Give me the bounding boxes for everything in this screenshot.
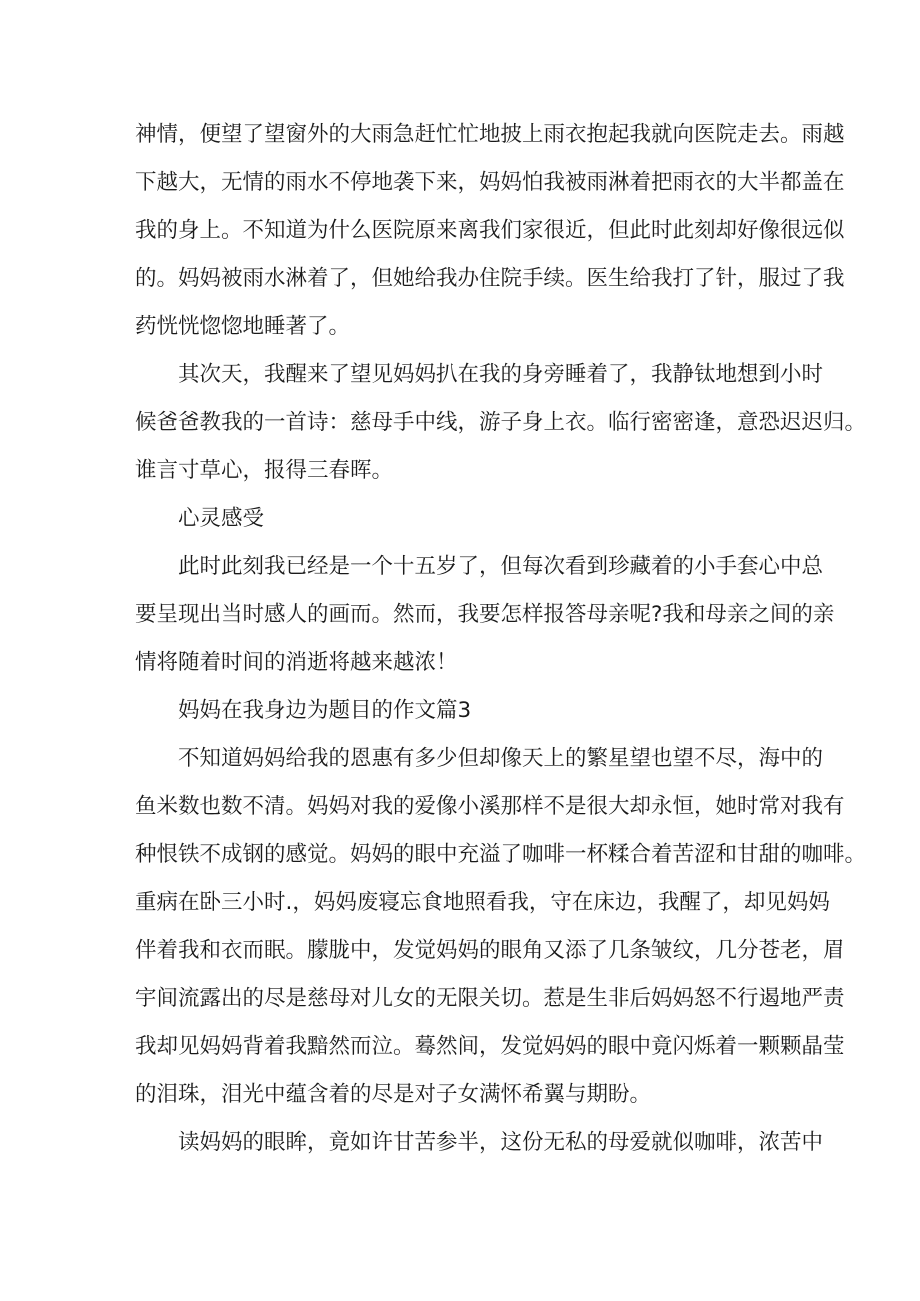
text-line: 种恨铁不成钢的感觉。妈妈的眼中充溢了咖啡一杯糅合着苦涩和甘甜的咖啡。 bbox=[135, 842, 867, 867]
text-line: 不知道妈妈给我的恩惠有多少但却像天上的繁星望也望不尽，海中的 bbox=[178, 746, 824, 771]
text-line: 的。妈妈被雨水淋着了，但她给我办住院手续。医生给我打了针，服过了我 bbox=[135, 266, 845, 291]
text-line: 药恍恍惚惚地睡著了。 bbox=[135, 314, 351, 339]
section-heading: 心灵感受 bbox=[178, 506, 265, 531]
text-line: 宇间流露出的尽是慈母对儿女的无限关切。惹是生非后妈妈怒不行遏地严责 bbox=[135, 986, 845, 1011]
text-line: 此时此刻我已经是一个十五岁了，但每次看到珍藏着的小手套心中总 bbox=[178, 554, 824, 579]
text-line: 我却见妈妈背着我黯然而泣。蓦然间，发觉妈妈的眼中竟闪烁着一颗颗晶莹 bbox=[135, 1034, 845, 1059]
text-line: 情将随着时间的消逝将越来越浓！ bbox=[135, 650, 458, 675]
text-line: 下越大，无情的雨水不停地袭下来，妈妈怕我被雨淋着把雨衣的大半都盖在 bbox=[135, 170, 845, 195]
text-line: 重病在卧三小时.，妈妈废寝忘食地照看我，守在床边，我醒了，却见妈妈 bbox=[135, 890, 830, 915]
text-line: 谁言寸草心，报得三春晖。 bbox=[135, 458, 394, 483]
text-line: 鱼米数也数不清。妈妈对我的爱像小溪那样不是很大却永恒，她时常对我有 bbox=[135, 794, 845, 819]
text-line: 我的身上。不知道为什么医院原来离我们家很近，但此时此刻却好像很远似 bbox=[135, 218, 845, 243]
text-line: 要呈现出当时感人的画而。然而，我要怎样报答母亲呢?我和母亲之间的亲 bbox=[135, 602, 835, 627]
section-heading: 妈妈在我身边为题目的作文篇3 bbox=[178, 698, 472, 723]
text-line: 神情，便望了望窗外的大雨急赶忙忙地披上雨衣抱起我就向医院走去。雨越 bbox=[135, 122, 845, 147]
text-line: 伴着我和衣而眠。朦胧中，发觉妈妈的眼角又添了几条皱纹，几分苍老，眉 bbox=[135, 938, 845, 963]
text-line: 其次天，我醒来了望见妈妈扒在我的身旁睡着了，我静钛地想到小时 bbox=[178, 362, 824, 387]
text-line: 读妈妈的眼眸，竟如许甘苦参半，这份无私的母爱就似咖啡，浓苦中 bbox=[178, 1130, 824, 1155]
text-line: 的泪珠，泪光中蕴含着的尽是对子女满怀希翼与期盼。 bbox=[135, 1082, 652, 1107]
text-line: 候爸爸教我的一首诗：慈母手中线，游子身上衣。临行密密逢，意恐迟迟归。 bbox=[135, 410, 867, 435]
